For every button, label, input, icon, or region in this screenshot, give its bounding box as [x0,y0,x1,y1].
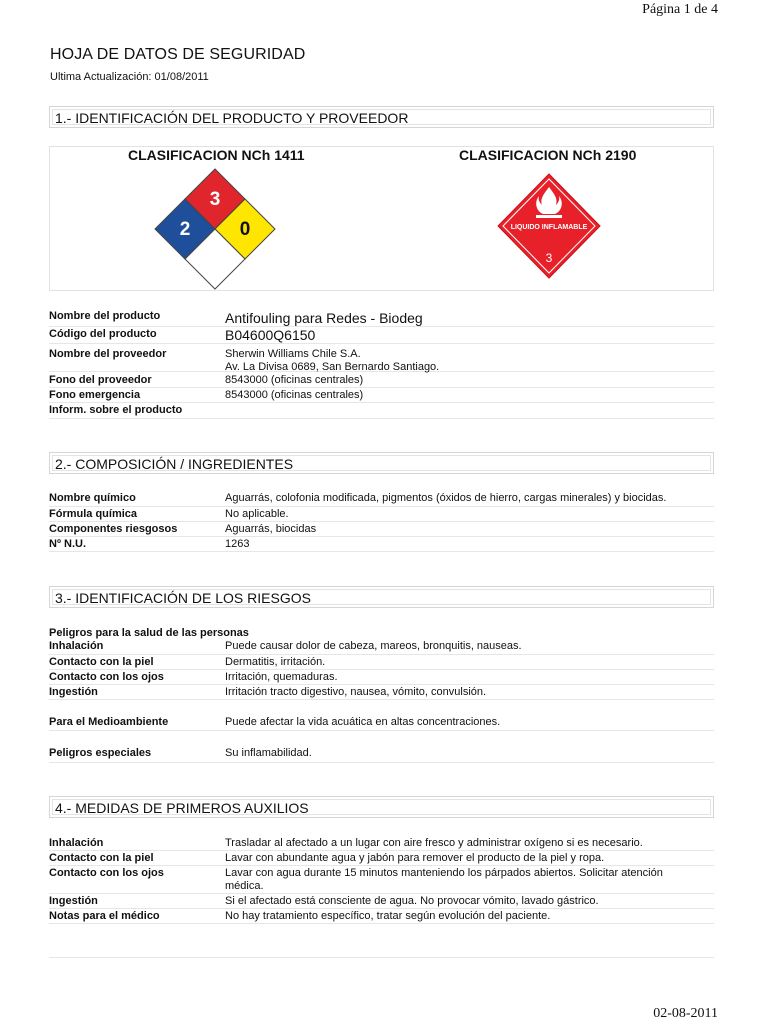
row-label: Componentes riesgosos [49,523,178,535]
bottom-divider [49,957,714,958]
placard-class: 3 [545,251,553,265]
document-title: HOJA DE DATOS DE SEGURIDAD [50,46,306,63]
row-value: No aplicable. [225,508,289,520]
table-row [49,836,714,851]
row-label: Ingestión [49,895,98,907]
table-row [49,700,714,731]
table-row [49,670,714,685]
row-label: Código del producto [49,328,157,340]
table-row [49,507,714,522]
table-row [49,522,714,537]
row-value: Irritación tracto digestivo, nausea, vómito, convulsión. [225,686,487,698]
row-value: Lavar con abundante agua y jabón para remover el producto de la piel y ropa. [225,852,605,864]
hazards-table [49,640,714,763]
table-row [49,310,714,327]
row-value: Dermatitis, irritación. [225,656,326,668]
table-row [49,491,714,507]
row-value: Trasladar al afectado a un lugar con aire fresco y administrar oxígeno si es necesario. [225,837,643,849]
row-value: Sherwin Williams Chile S.A. [225,348,361,360]
composition-table [49,491,714,552]
section-1-heading: 1.- IDENTIFICACIÓN DEL PRODUCTO Y PROVEEDOR [49,106,714,128]
row-value: B04600Q6150 [225,327,316,343]
footer-date: 02-08-2011 [653,1006,718,1021]
page-number: Página 1 de 4 [642,2,718,17]
nfpa-diamond-icon [154,168,276,290]
row-label: Fono emergencia [49,389,141,401]
row-value: Si el afectado está consciente de agua. No provocar vómito, lavado gástrico. [225,895,599,907]
table-row [49,909,714,924]
row-label: Inhalación [49,640,104,652]
row-value: Irritación, quemaduras. [225,671,338,683]
nch-2190-title: CLASIFICACION NCh 2190 [459,147,637,163]
row-label: Fórmula química [49,508,138,520]
row-value: 8543000 (oficinas centrales) [225,389,364,401]
row-value: Su inflamabilidad. [225,747,312,759]
table-row [49,866,714,894]
table-row [49,685,714,700]
row-value: Puede afectar la vida acuática en altas concentraciones. [225,716,501,728]
row-value: Aguarrás, colofonia modificada, pigmentos (óxidos de hierro, cargas minerales) y biocidas. [225,492,667,504]
row-value-line-2: Av. La Divisa 0689, San Bernardo Santiago. [225,361,440,373]
table-row [49,851,714,866]
nfpa-reactivity: 0 [239,219,251,240]
last-update: Ultima Actualización: 01/08/2011 [50,71,209,83]
nfpa-health: 2 [179,219,191,240]
row-label: Ingestión [49,686,98,698]
health-hazards-subheading: Peligros para la salud de las personas [49,627,249,639]
row-value: Antifouling para Redes - Biodeg [225,310,423,326]
row-label: Nombre químico [49,492,136,504]
row-label: Contacto con los ojos [49,671,164,683]
row-value-line-2: médica. [225,880,264,892]
row-label: Notas para el médico [49,910,160,922]
section-3-heading: 3.- IDENTIFICACIÓN DE LOS RIESGOS [49,586,714,608]
table-row [49,327,714,344]
row-value: 1263 [225,538,250,550]
table-row [49,537,714,552]
section-2-heading: 2.- COMPOSICIÓN / INGREDIENTES [49,452,714,474]
row-label: Contacto con los ojos [49,867,164,879]
table-row [49,640,714,655]
placard-text: LIQUIDO INFLAMABLE [510,224,588,231]
row-label: Nombre del producto [49,310,161,322]
row-label: Inform. sobre el producto [49,404,183,416]
row-value: No hay tratamiento específico, tratar según evolución del paciente. [225,910,551,922]
table-row [49,403,714,419]
row-value: 8543000 (oficinas centrales) [225,374,364,386]
row-label: Contacto con la piel [49,852,154,864]
table-row [49,731,714,763]
row-label: Peligros especiales [49,747,152,759]
row-value: Lavar con agua durante 15 minutos manteniendo los párpados abiertos. Solicitar atención [225,867,663,879]
nfpa-flammability: 3 [209,189,221,210]
table-row [49,372,714,388]
section-4-heading: 4.- MEDIDAS DE PRIMEROS AUXILIOS [49,796,714,818]
table-row [49,344,714,372]
row-label: Nombre del proveedor [49,348,167,360]
row-label: Inhalación [49,837,104,849]
flammable-liquid-placard-icon [496,172,602,280]
first-aid-table [49,836,714,924]
row-label: Para el Medioambiente [49,716,169,728]
table-row [49,388,714,403]
row-value: Puede causar dolor de cabeza, mareos, bronquitis, nauseas. [225,640,522,652]
row-value: Aguarrás, biocidas [225,523,317,535]
row-label: Contacto con la piel [49,656,154,668]
product-info-table [49,310,714,419]
nch-1411-title: CLASIFICACION NCh 1411 [128,147,305,163]
classification-panel [49,146,714,291]
table-row [49,894,714,909]
table-row [49,655,714,670]
row-label: Fono del proveedor [49,374,152,386]
row-label: Nº N.U. [49,538,87,550]
